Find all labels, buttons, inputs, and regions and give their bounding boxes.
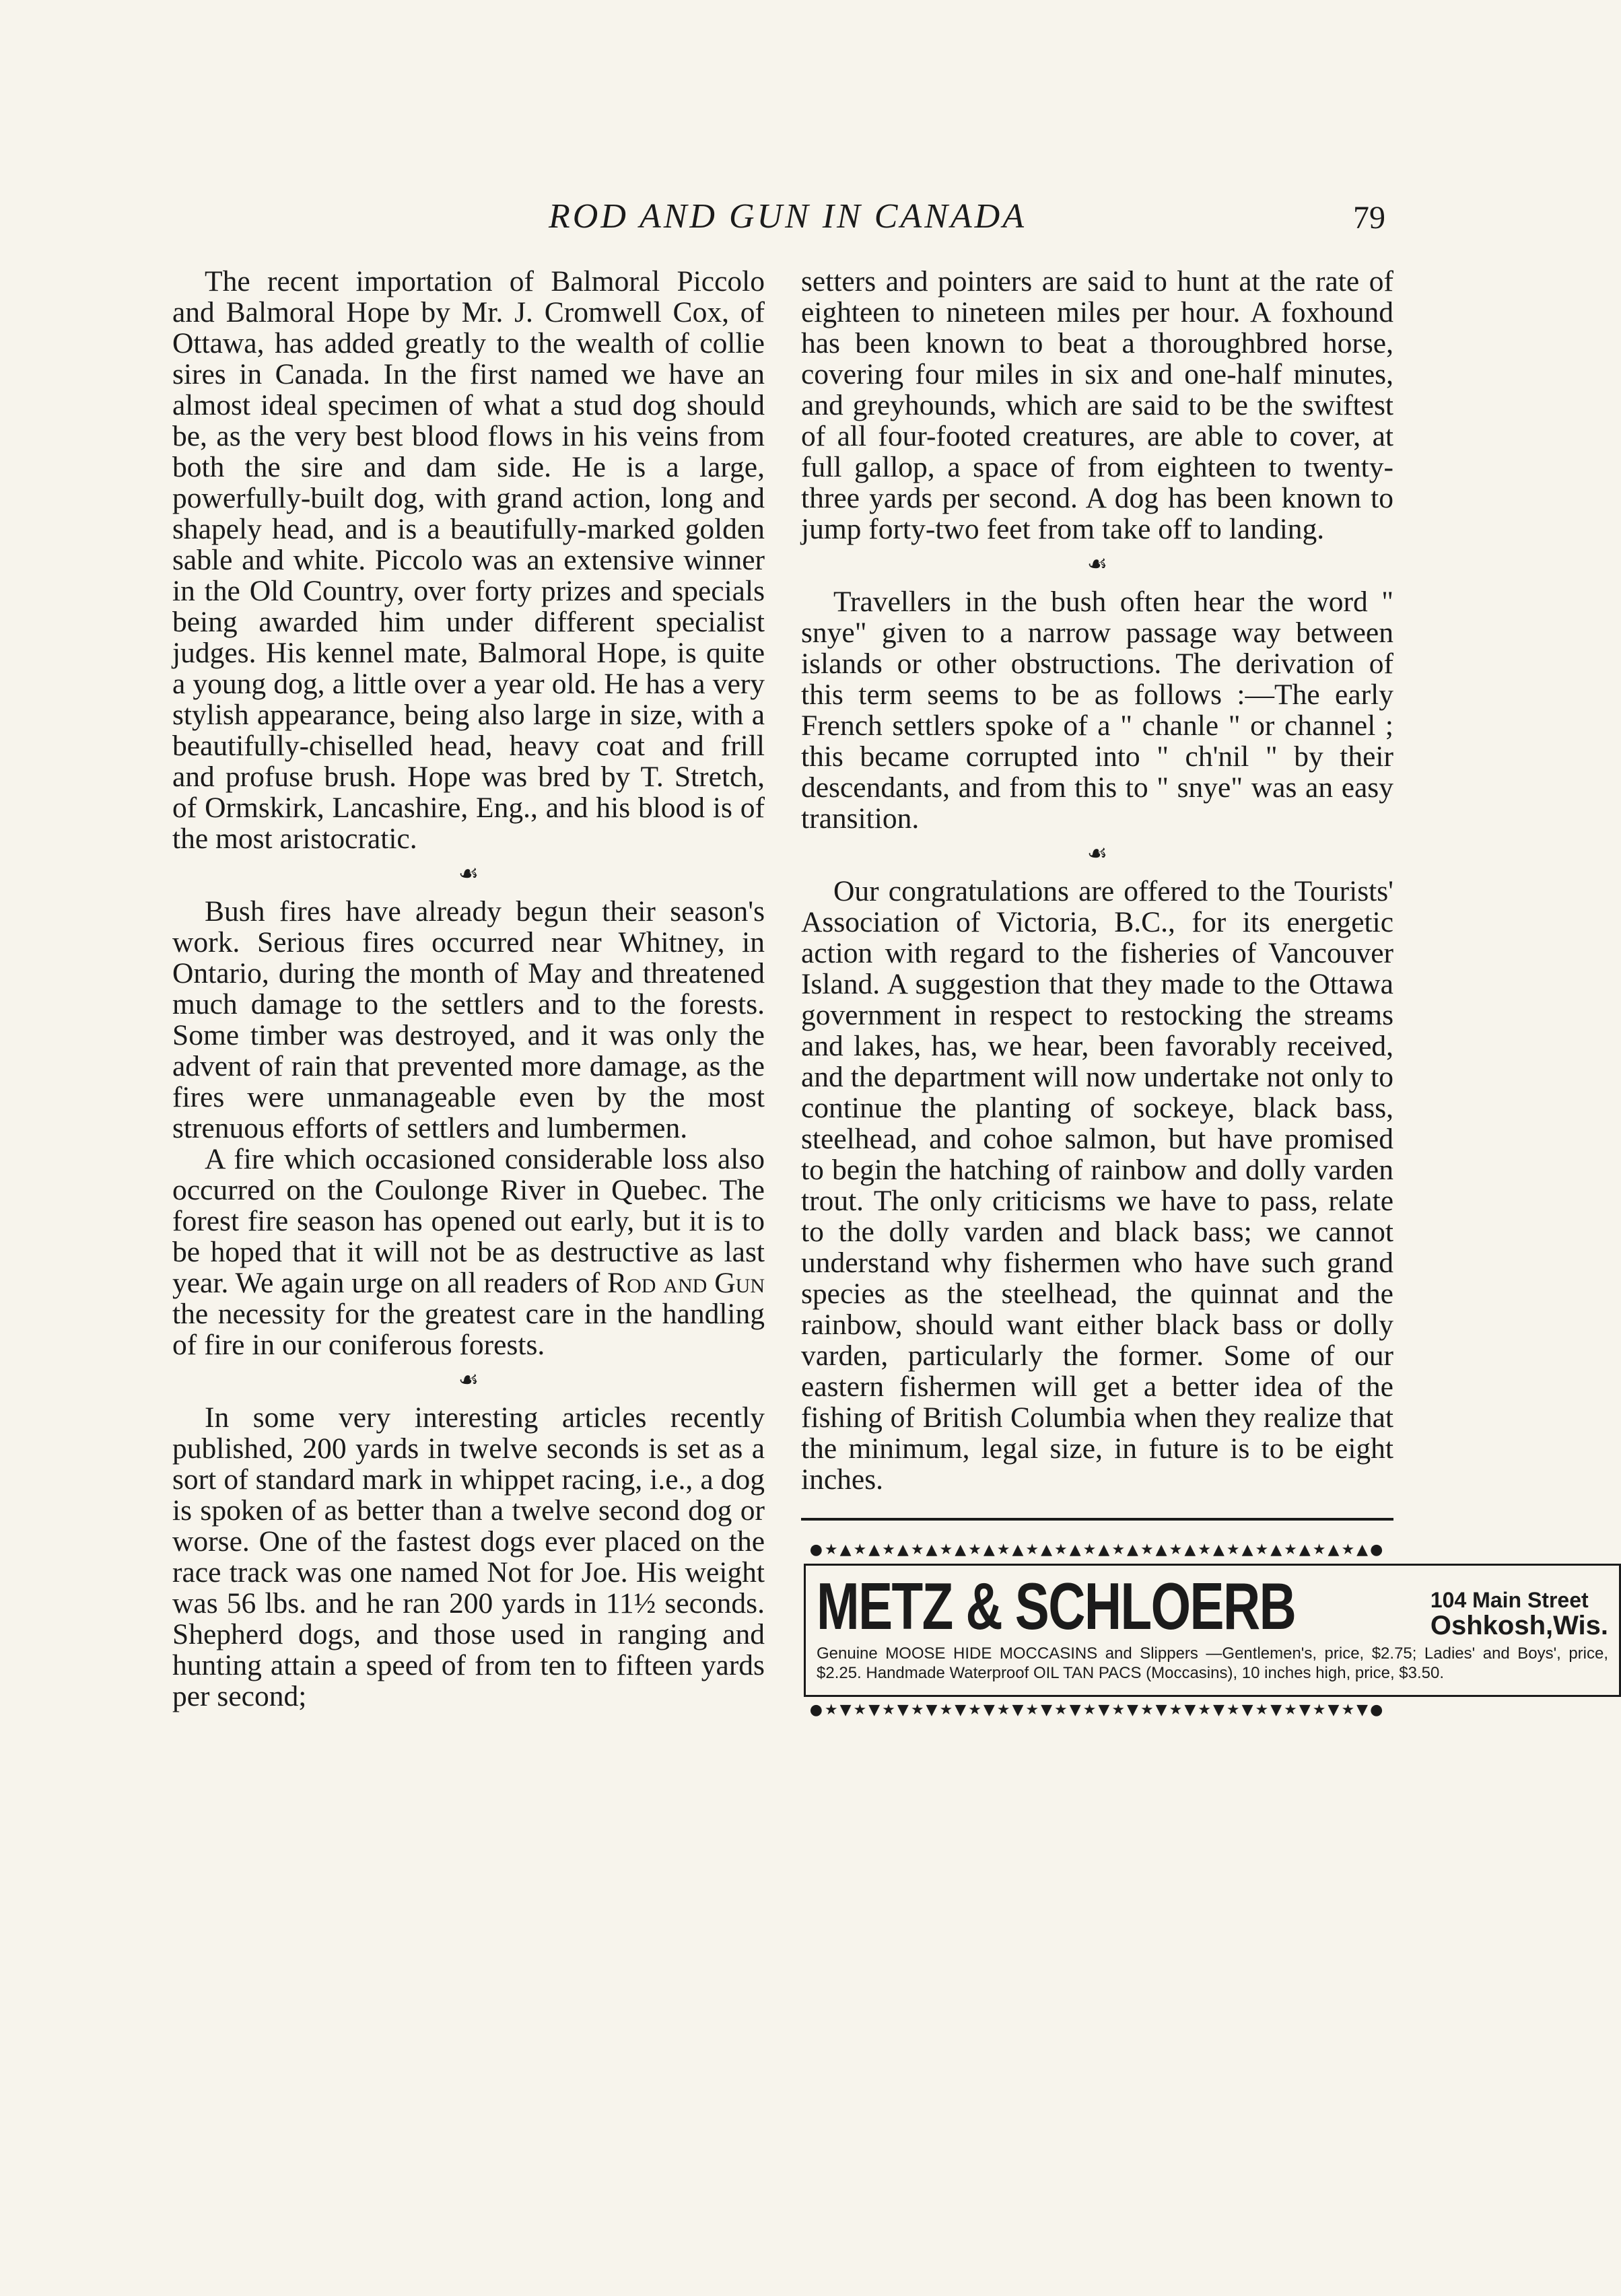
ad-border-top: ●★▲★▲★▲★▲★▲★▲★▲★▲★▲★▲★▲★▲★▲★▲★▲★▲★▲★▲★▲● [809, 1541, 1385, 1558]
ad-description: Genuine MOOSE HIDE MOCCASINS and Slippers —Gentlemen's, price, $2.75; Ladies' and Boys', price, $2.25. Handmade Waterproof OIL TAN PACS (Moccasins), 10 inches high, price, $3.50. [817, 1644, 1609, 1682]
paragraph-snye: Travellers in the bush often hear the word " snye" given to a narrow passage way between islands or other obstructions. The derivation of this term seems to be as follows :—The early French settlers spoke of a " chanle " or channel ; this became corrupted into " ch'nil " by their descendants, and from this to " snye" was an easy transition. [801, 586, 1393, 835]
paragraph-whippet-racing: In some very interesting articles recently published, 200 yards in twelve seconds is set as a sort of standard mark in whippet racing, i.e., a dog is spoken of as better than a twelve second dog or worse. One of the fastest dogs ever placed on the race track was one named Not for Joe. His weight was 56 lbs. and he ran 200 yards in 11½ seconds. Shepherd dogs, and those used in ranging and hunting attain a speed of from ten to fifteen yards per second; [172, 1401, 765, 1712]
section-ornament-icon: ☙ [458, 1368, 479, 1393]
ad-city: Oshkosh,Wis. [1430, 1611, 1609, 1640]
paragraph-collie-importation: The recent importation of Balmoral Piccolo and Balmoral Hope by Mr. J. Cromwell Cox, of Ottawa, has added greatly to the wealth of collie sires in Canada. In the first named we have an almost ideal specimen of what a stud dog should be, as the very best blood flows in his veins from both the sire and dam side. He is a large, powerfully-built dog, with grand action, long and shapely head, and is a beautifully-marked golden sable and white. Piccolo was an extensive winner in the Old Country, over forty prizes and specials being awarded him under different specialist judges. His kennel mate, Balmoral Hope, is quite a young dog, a little over a year old. He has a very stylish appearance, being also large in size, with a beautifully-chiselled head, heavy coat and frill and profuse brush. Hope was bred by T. Stretch, of Ormskirk, Lancashire, Eng., and his blood is of the most aristocratic. [172, 265, 765, 855]
paragraph-bush-fires: Bush fires have already begun their season's work. Serious fires occurred near Whitney, in Ontario, during the month of May and threatened much damage to the settlers and to the forests. Some timber was destroyed, and it was only the advent of rain that prevented more damage, as the fires were unmanageable even by the most strenuous efforts of settlers and lumbermen. [172, 895, 765, 1144]
left-column [172, 266, 765, 1712]
advertisement [801, 1541, 1609, 1720]
page-header [0, 197, 1540, 244]
running-title: ROD AND GUN IN CANADA [549, 197, 1027, 236]
section-ornament-icon: ☙ [1087, 841, 1108, 866]
paragraph-coulonge-fire: A fire which occasioned considerable loss also occurred on the Coulonge River in Quebec. The forest fire season has opened out early, but it is to be hoped that it will not be as destructive as last year. We again urge on all readers of Rod and Gun the necessity for the greatest care in the handling of fire in our coniferous forests. [172, 1143, 765, 1361]
section-ornament-icon: ☙ [1087, 552, 1108, 577]
ad-street: 104 Main Street [1430, 1588, 1589, 1612]
paragraph-dog-speeds: setters and pointers are said to hunt at the rate of eighteen to nineteen miles per hour. A foxhound has been known to beat a thoroughbred horse, covering four miles in six and one-half minutes, and greyhounds, which are said to be the swiftest of all four-footed creatures, are able to cover, at full gallop, a space of from eighteen to twenty-three yards per second. A dog has been known to jump forty-two feet from take off to landing. [801, 265, 1393, 545]
magazine-name: Rod and Gun [607, 1267, 765, 1299]
ad-address [1430, 1587, 1608, 1638]
paragraph-victoria-fisheries: Our congratulations are offered to the Tourists' Association of Victoria, B.C., for its energetic action with regard to the fisheries of Vancouver Island. A suggestion that they made to the Ottawa government in respect to restocking the streams and lakes, has, we hear, been favorably received, and the department will now undertake not only to continue the planting of sockeye, black bass, steelhead, and cohoe salmon, but have promised to begin the hatching of rainbow and dolly varden trout. The only criticisms we have to pass, relate to the dolly varden and black bass; we cannot understand why fishermen who have such grand species as the steelhead, the quinnat and the rainbow, should want either black bass or dolly varden, particularly the former. Some of our eastern fishermen will get a better idea of the fishing of British Columbia when they realize that the minimum, legal size, in future is to be eight inches. [801, 875, 1393, 1496]
page-number: 79 [1353, 200, 1385, 236]
ad-border-bottom: ●★▼★▼★▼★▼★▼★▼★▼★▼★▼★▼★▼★▼★▼★▼★▼★▼★▼★▼★▼● [809, 1702, 1385, 1718]
right-column [801, 265, 1609, 1720]
ad-brand-name: METZ & SCHLOERB [817, 1569, 1296, 1643]
section-ornament-icon: ☙ [458, 862, 479, 886]
ad-box [804, 1564, 1621, 1697]
advertisement-divider [801, 1518, 1393, 1521]
